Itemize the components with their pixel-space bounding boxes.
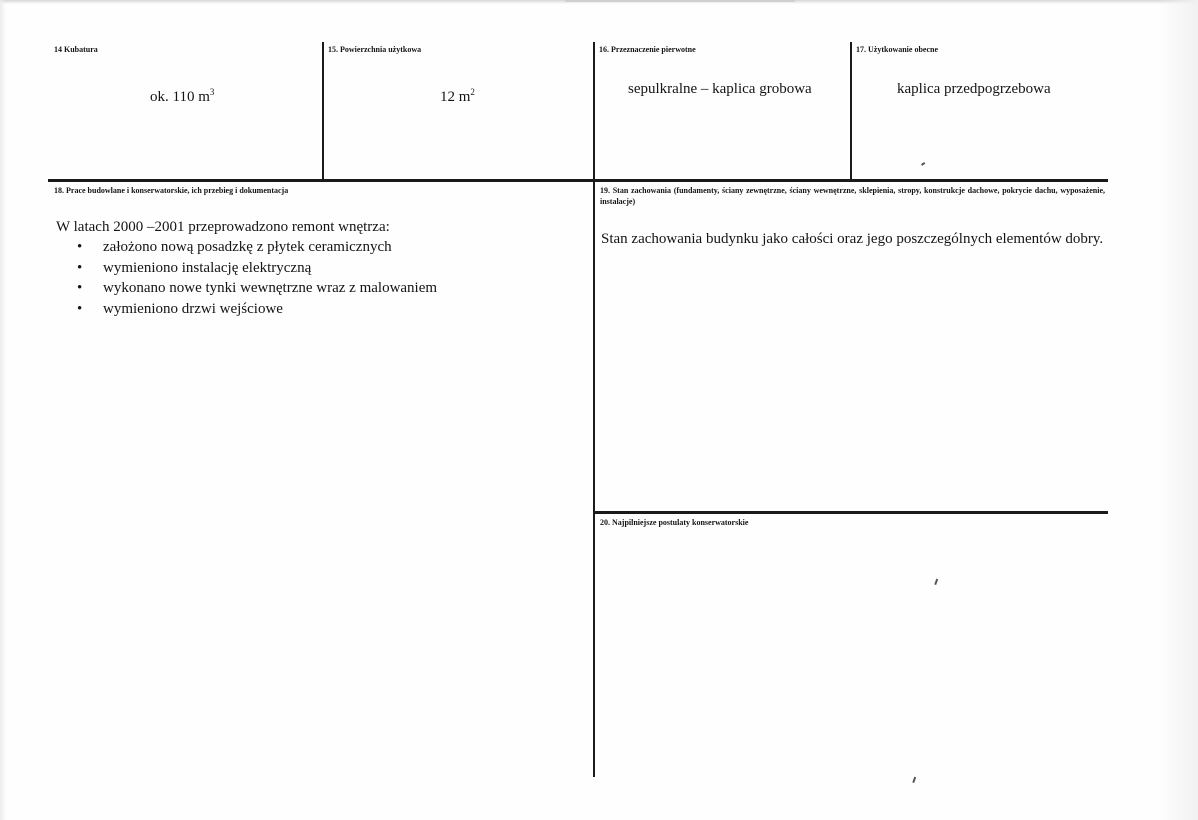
list-item-text: wykonano nowe tynki wewnętrzne wraz z malowaniem [103,280,438,296]
scan-edge-left [0,0,6,820]
scan-mark [565,0,795,2]
field-19-text: Stan zachowania budynku jako całości oraz jego poszczególnych elementów dobry. [601,231,1104,247]
scan-speck [921,162,925,166]
bullet-icon: • [77,239,83,255]
field-15-value [440,88,475,106]
field-14-label: 14 Kubatura [54,45,98,54]
scan-speck [934,579,937,585]
kubatura-unit-exponent: 3 [209,87,215,97]
field-18-intro: W latach 2000 –2001 przeprowadzono remont wnętrza: [56,219,390,235]
divider-15-16 [593,42,595,777]
field-15-label: 15. Powierzchnia użytkowa [328,45,422,54]
field-17-label: 17. Użytkowanie obecne [856,45,938,54]
list-item-text: wymieniono instalację elektryczną [103,259,312,276]
field-18-work-list [56,237,437,319]
divider-19-20 [593,511,1108,514]
bullet-icon: • [77,280,83,296]
kubatura-value-text: ok. 110 m [150,89,210,105]
list-item [56,237,437,258]
list-item [56,299,437,320]
field-18-label: 18. Prace budowlane i konserwatorskie, ich przebieg i dokumentacja [54,186,289,195]
field-17-value: kaplica przedpogrzebowa [897,81,1051,97]
divider-row-top [48,179,1108,182]
scan-edge-right [1158,0,1198,820]
divider-14-15 [322,42,324,180]
field-16-value: sepulkralne – kaplica grobowa [628,81,812,97]
list-item-text: założono nową posadzkę z płytek ceramicznych [103,239,392,255]
field-16-label: 16. Przeznaczenie pierwotne [599,45,696,54]
list-item [56,278,437,299]
field-20-label: 20. Najpilniejsze postulaty konserwatorskie [600,518,749,527]
field-19-label: 19. Stan zachowania (fundamenty, ściany zewnętrzne, ściany wewnętrzne, sklepienia, stropy, konstrukcje dachowe, pokrycie dachu, wyposażenie, instalacje) [600,186,1105,206]
bullet-icon: • [77,259,83,276]
scan-speck [912,777,915,783]
field-14-value [150,88,214,106]
list-item-text: wymieniono drzwi wejściowe [103,300,283,317]
powierzchnia-unit-exponent: 2 [470,87,475,97]
powierzchnia-value-text: 12 m [440,89,471,105]
divider-16-17 [850,42,852,180]
list-item [56,258,437,279]
bullet-icon: • [77,300,83,317]
